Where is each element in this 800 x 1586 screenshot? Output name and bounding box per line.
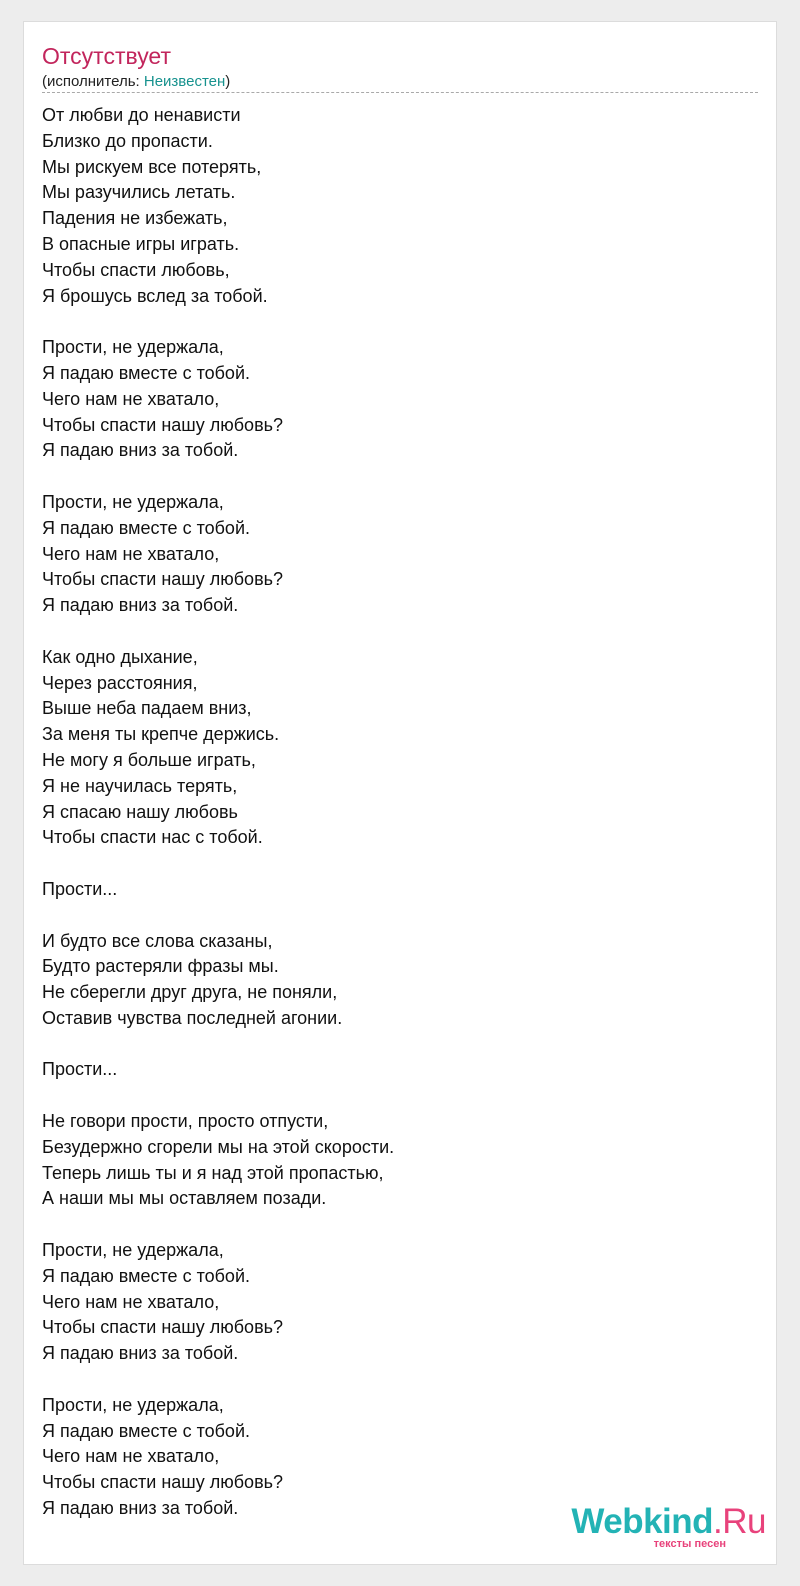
lyric-line: Будто растеряли фразы мы. (42, 956, 279, 977)
lyric-line: Я падаю вместе с тобой. (42, 362, 251, 383)
lyric-line: Выше неба падаем вниз, (42, 698, 252, 719)
lyric-line: И будто все слова сказаны, (42, 930, 273, 951)
song-title: Отсутствует (42, 43, 171, 69)
lyric-line: Я не научилась терять, (42, 775, 238, 796)
lyric-line: Чтобы спасти нашу любовь? (42, 569, 284, 590)
lyric-line: Прости... (42, 878, 118, 899)
lyric-line: Чтобы спасти нас с тобой. (42, 827, 263, 848)
lyric-line: Я падаю вместе с тобой. (42, 517, 251, 538)
logo-main-text: Webkind (571, 1502, 714, 1541)
artist-suffix: ) (225, 73, 231, 90)
lyric-line: Как одно дыхание, (42, 646, 198, 667)
lyric-line: Падения не избежать, (42, 208, 228, 229)
lyric-line: Я падаю вместе с тобой. (42, 1420, 251, 1441)
lyric-line: Чего нам не хватало, (42, 1446, 220, 1467)
lyrics-text (42, 103, 742, 1522)
logo-suffix-text: .Ru (713, 1502, 766, 1541)
lyric-line: Я брошусь вслед за тобой. (42, 285, 268, 306)
lyrics-stanza (42, 103, 742, 309)
lyrics-stanza (42, 929, 742, 1032)
lyrics-stanza (42, 1238, 742, 1367)
artist-link[interactable]: Неизвестен (143, 73, 226, 90)
lyric-line: Не могу я больше играть, (42, 749, 256, 770)
lyric-line: Оставив чувства последней агонии. (42, 1007, 343, 1028)
lyrics-stanza (42, 335, 742, 464)
lyric-line: Чего нам не хватало, (42, 388, 220, 409)
lyric-line: Мы разучились летать. (42, 182, 236, 203)
lyric-line: Чего нам не хватало, (42, 1291, 220, 1312)
artist-line (42, 72, 230, 92)
lyric-line: Прости, не удержала, (42, 491, 224, 512)
lyric-line: Чтобы спасти любовь, (42, 259, 230, 280)
logo-wordmark (571, 1503, 766, 1541)
lyric-line: В опасные игры играть. (42, 233, 240, 254)
logo-tagline: тексты песен (653, 1538, 726, 1550)
lyric-line: За меня ты крепче держись. (42, 724, 280, 745)
lyric-line: Прости, не удержала, (42, 337, 224, 358)
lyric-line: Не говори прости, просто отпусти, (42, 1111, 329, 1132)
lyric-line: А наши мы мы оставляем позади. (42, 1188, 327, 1209)
lyric-line: Мы рискуем все потерять, (42, 156, 262, 177)
lyric-line: Не сберегли друг друга, не поняли, (42, 982, 338, 1003)
lyrics-stanza (42, 490, 742, 619)
lyric-line: Я падаю вниз за тобой. (42, 440, 239, 461)
lyric-line: Чтобы спасти нашу любовь? (42, 1472, 284, 1493)
lyric-line: Прости, не удержала, (42, 1240, 224, 1261)
lyric-line: Я падаю вниз за тобой. (42, 1498, 239, 1519)
lyric-line: Теперь лишь ты и я над этой пропастью, (42, 1162, 384, 1183)
lyrics-stanza (42, 645, 742, 851)
lyric-line: Прости... (42, 1059, 118, 1080)
lyric-line: Безудержно сгорели мы на этой скорости. (42, 1136, 395, 1157)
lyric-line: Я падаю вниз за тобой. (42, 1343, 239, 1364)
lyric-line: Чтобы спасти нашу любовь? (42, 414, 284, 435)
lyric-line: Прости, не удержала, (42, 1394, 224, 1415)
lyric-line: Я падаю вместе с тобой. (42, 1265, 251, 1286)
lyrics-stanza (42, 1057, 742, 1083)
lyric-line: Я спасаю нашу любовь (42, 801, 238, 822)
site-logo[interactable] (571, 1503, 766, 1550)
header-divider (42, 92, 758, 93)
lyric-line: Я падаю вниз за тобой. (42, 595, 239, 616)
lyric-line: Близко до пропасти. (42, 130, 213, 151)
lyric-line: Чего нам не хватало, (42, 543, 220, 564)
artist-prefix: (исполнитель: (42, 73, 144, 90)
lyrics-stanza (42, 877, 742, 903)
lyrics-stanza (42, 1109, 742, 1212)
lyric-line: От любви до ненависти (42, 105, 241, 125)
lyric-line: Через расстояния, (42, 672, 198, 693)
lyric-line: Чтобы спасти нашу любовь? (42, 1317, 284, 1338)
